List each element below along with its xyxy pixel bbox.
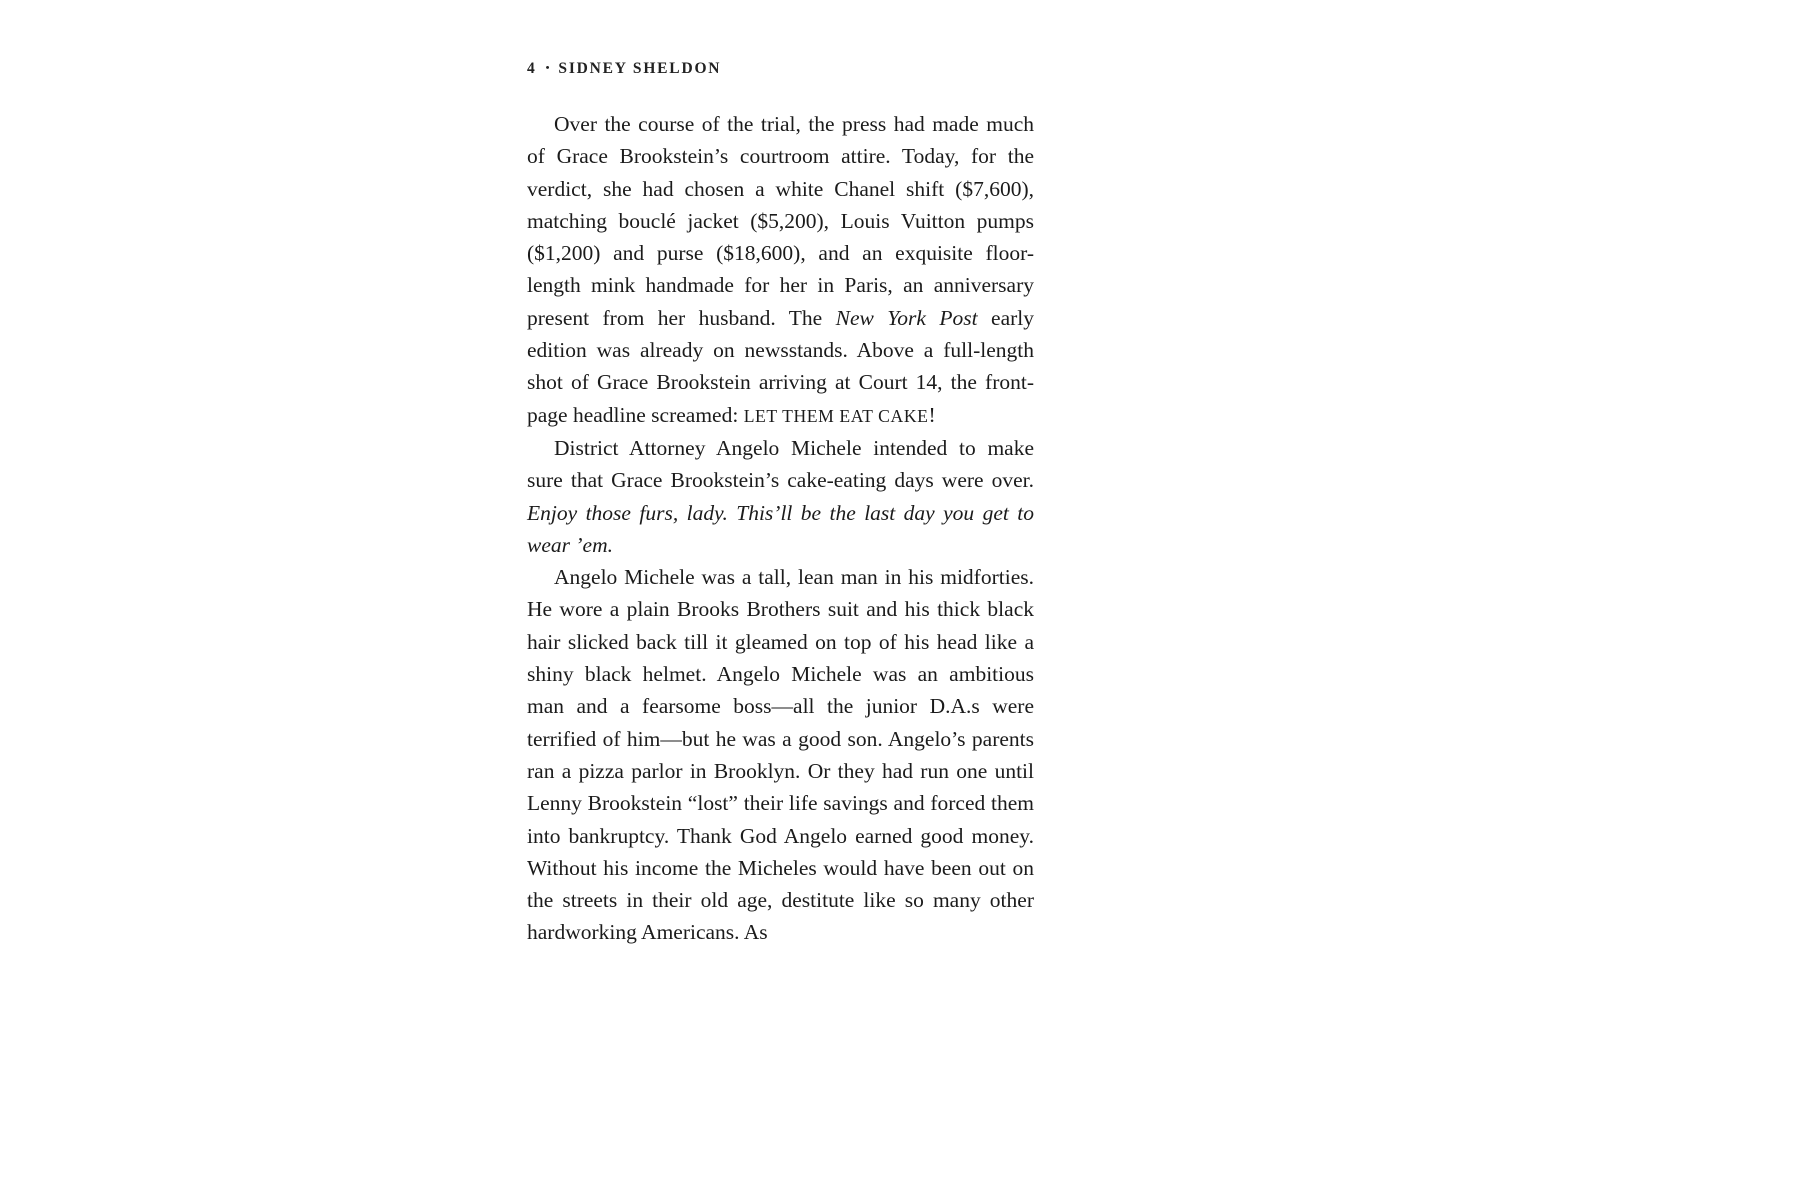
text-segment-normal: early edition was already on newsstands. Above a full-length shot of Grace Brookstein arriving at Court 14, the front-page headline screamed:: [527, 305, 1035, 427]
running-header-title: SIDNEY SHELDON: [558, 60, 722, 77]
paragraph: [527, 561, 1034, 949]
book-page-text-column: [527, 60, 1034, 949]
text-segment-smallcaps: LET THEM EAT CAKE: [743, 405, 929, 426]
text-segment-normal: !: [928, 402, 936, 427]
page-number: 4: [527, 60, 537, 77]
text-segment-italic: New York Post: [835, 305, 978, 330]
body-text: [527, 108, 1034, 949]
text-segment-normal: Over the course of the trial, the press had made much of Grace Brookstein’s courtroom attire. Today, for the verdict, she had chosen a white Chanel shift ($7,600), matching bouclé jacket ($5,200), Louis Vuitton pumps ($1,200) and purse ($18,600), and an exquisite floor-length mink handmade for her in Paris, an anniversary present from her husband. The: [527, 112, 1034, 330]
text-segment-normal: District Attorney Angelo Michele intended to make sure that Grace Brookstein’s cake-eating days were over.: [527, 435, 1034, 493]
paragraph: [527, 108, 1034, 432]
text-segment-normal: Angelo Michele was a tall, lean man in his midforties. He wore a plain Brooks Brothers suit and his thick black hair slicked back till it gleamed on top of his head like a shiny black helmet. Angelo Michele was an ambitious man and a fearsome boss—all the junior D.A.s were terrified of him—but he was a good son. Angelo’s parents ran a pizza parlor in Brooklyn. Or they had run one until Lenny Brookstein “lost” their life savings and forced them into bankruptcy. Thank God Angelo earned good money. Without his income the Micheles would have been out on the streets in their old age, destitute like so many other hardworking Americans. As: [527, 565, 1034, 945]
text-segment-italic: Enjoy those furs, lady. This’ll be the last day you get to wear ’em.: [527, 500, 1034, 557]
header-separator-dot: •: [545, 61, 550, 74]
running-header: [527, 60, 1034, 78]
paragraph: [527, 432, 1034, 561]
